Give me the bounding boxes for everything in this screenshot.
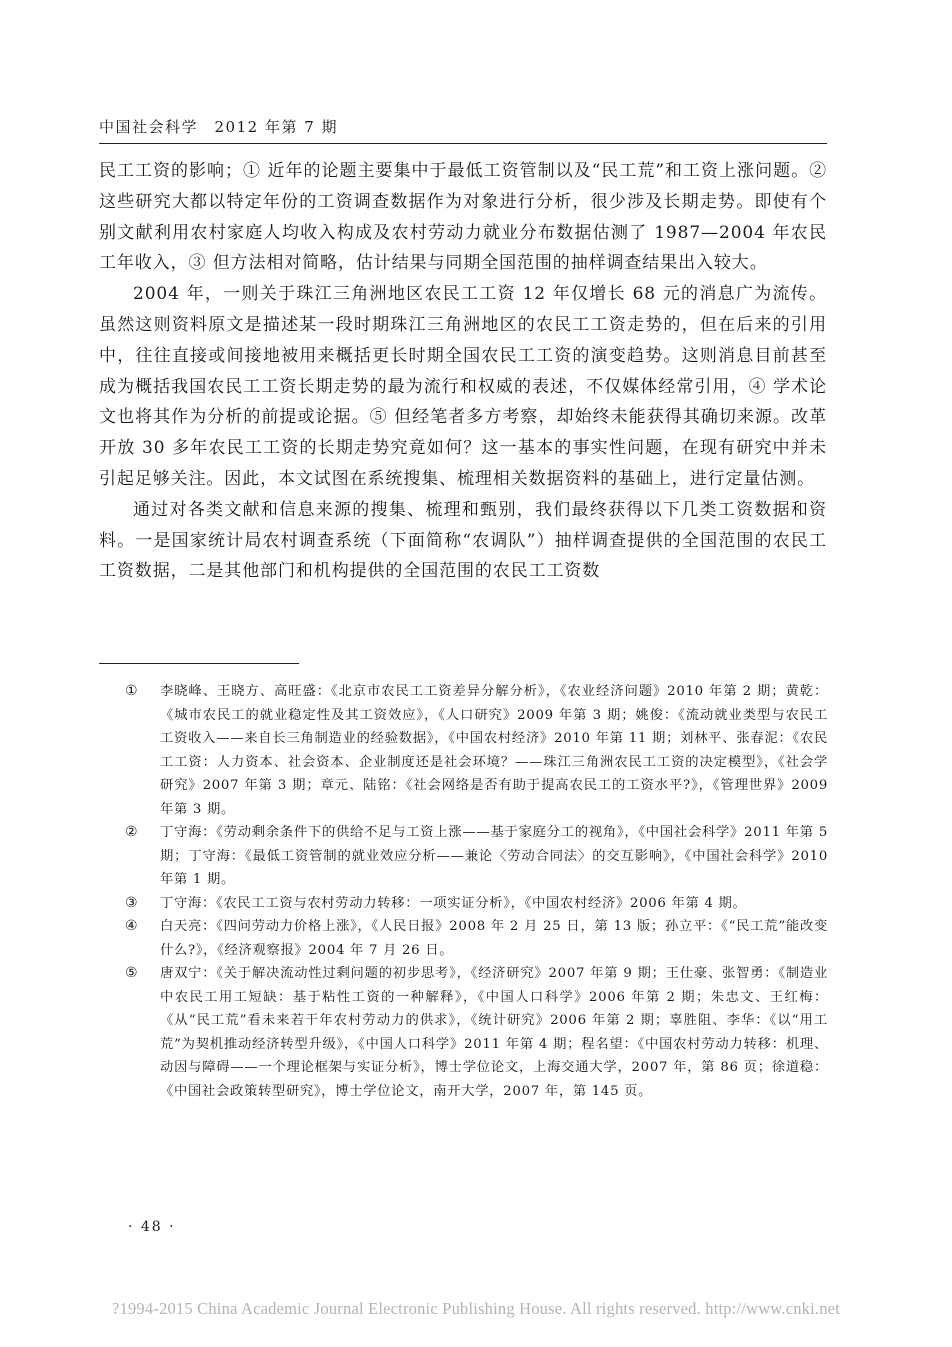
paragraph: 民工工资的影响；① 近年的论题主要集中于最低工资管制以及“民工荒”和工资上涨问题。② 这些研究大都以特定年份的工资调查数据作为对象进行分析，很少涉及长期走势。即使有个别文献利用农村家庭人均收入构成及农村劳动力就业分布数据估测了 1987—2004 年农民工年收入，③ 但方法相对简略，估计结果与同期全国范围的抽样调查结果出入较大。 (99, 161, 827, 274)
footnote-rule (99, 663, 299, 664)
body-text (99, 156, 827, 587)
footnote-text: 丁守海：《农民工工资与农村劳动力转移：一项实证分析》，《中国农村经济》2006 年第 4 期。 (160, 895, 747, 911)
footnote-text: 白天亮：《四问劳动力价格上涨》，《人民日报》2008 年 2 月 25 日，第 13 版；孙立平：《“民工荒”能改变什么?》，《经济观察报》2004 年 7 月 26 日。 (160, 919, 828, 958)
footnote-number: ④ (125, 918, 139, 934)
footnote (125, 892, 828, 916)
footnote (125, 821, 828, 892)
footnote-number: ⑤ (125, 965, 139, 981)
footnote-number: ③ (125, 894, 139, 911)
footnote-number: ② (125, 824, 139, 840)
footnote (125, 962, 828, 1103)
footnotes (125, 680, 828, 1103)
header-rule (99, 143, 827, 144)
paragraph: 2004 年，一则关于珠江三角洲地区农民工工资 12 年仅增长 68 元的消息广为流传。虽然这则资料原文是描述某一段时期珠江三角洲地区的农民工工资走势的，但在后来的引用中，往往直接或间接地被用来概括更长时期全国农民工工资的演变趋势。这则消息目前甚至成为概括我国农民工工资长期走势的最为流行和权威的表述，不仅媒体经常引用，④ 学术论文也将其作为分析的前提或论据。⑤ 但经笔者多方考察，却始终未能获得其确切来源。改革开放 30 多年农民工工资的长期走势究竟如何？这一基本的事实性问题，在现有研究中并未引起足够关注。因此，本文试图在系统搜集、梳理相关数据资料的基础上，进行定量估测。 (99, 284, 827, 489)
footnote-number: ① (125, 683, 139, 699)
footnote (125, 680, 828, 821)
copyright-watermark: ?1994-2015 China Academic Journal Electronic Publishing House. All rights reserved. http://www.cnki.net (112, 1299, 840, 1318)
footnote (125, 915, 828, 962)
paragraph: 通过对各类文献和信息来源的搜集、梳理和甄别，我们最终获得以下几类工资数据和资料。一是国家统计局农村调查系统（下面简称“农调队”）抽样调查提供的全国范围的农民工工资数据，二是其他部门和机构提供的全国范围的农民工工资数 (99, 499, 827, 582)
running-header: 中国社会科学 2012 年第 7 期 (99, 118, 339, 136)
footnote-text: 唐双宁：《关于解决流动性过剩问题的初步思考》，《经济研究》2007 年第 9 期；王仕豪、张智勇：《制造业中农民工用工短缺：基于粘性工资的一种解释》，《中国人口科学》2006 年第 2 期；朱忠文、王红梅：《从“民工荒”看未来若干年农村劳动力的供求》，《统计研究》2006 年第 2 期；辜胜阻、李华：《以“用工荒”为契机推动经济转型升级》，《中国人口科学》2011 年第 4 期；程名望：《中国农村劳动力转移：机理、动因与障碍——一个理论框架与实证分析》，博士学位论文，上海交通大学，2007 年，第 86 页；徐道稳：《中国社会政策转型研究》，博士学位论文，南开大学，2007 年，第 145 页。 (160, 966, 828, 1099)
page-number: · 48 · (128, 1219, 176, 1235)
footnote-text: 李晓峰、王晓方、高旺盛：《北京市农民工工资差异分解分析》，《农业经济问题》2010 年第 2 期；黄乾：《城市农民工的就业稳定性及其工资效应》，《人口研究》2009 年第 3 期；姚俊：《流动就业类型与农民工工资收入——来自长三角制造业的经验数据》，《中国农村经济》2010 年第 11 期；刘林平、张春泥：《农民工工资：人力资本、社会资本、企业制度还是社会环境？——珠江三角洲农民工工资的决定模型》，《社会学研究》2007 年第 3 期；章元、陆铭：《社会网络是否有助于提高农民工的工资水平?》，《管理世界》2009 年第 3 期。 (160, 684, 828, 817)
footnote-text: 丁守海：《劳动剩余条件下的供给不足与工资上涨——基于家庭分工的视角》，《中国社会科学》2011 年第 5 期；丁守海：《最低工资管制的就业效应分析——兼论〈劳动合同法〉的交互影响》，《中国社会科学》2010 年第 1 期。 (160, 825, 828, 887)
